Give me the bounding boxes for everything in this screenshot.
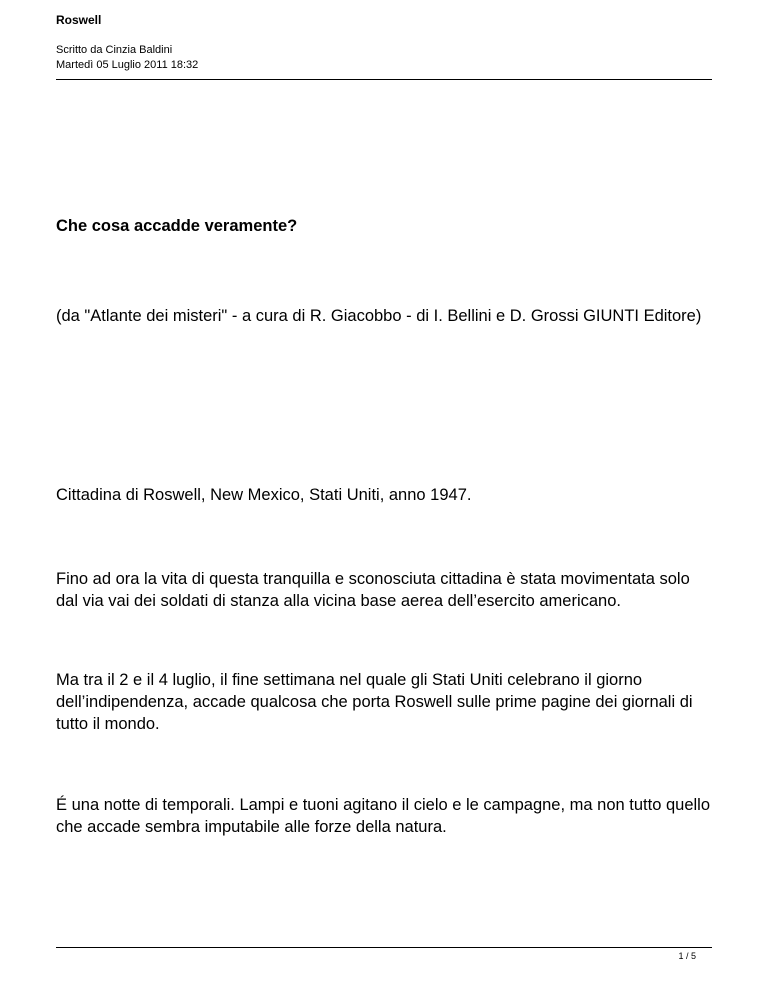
- date-line: Martedì 05 Luglio 2011 18:32: [56, 59, 199, 71]
- header-divider: [56, 79, 712, 80]
- document-title: Roswell: [56, 13, 102, 27]
- article-paragraph-source: (da "Atlante dei misteri" - a cura di R. Giacobbo - di I. Bellini e D. Grossi GIUNTI Editore): [56, 307, 702, 325]
- article-paragraph-2: Fino ad ora la vita di questa tranquilla e sconosciuta cittadina è stata movimentata solo dal via vai dei soldati di stanza alla vicina base aerea dell’esercito americano.: [56, 570, 690, 610]
- article-heading: Che cosa accadde veramente?: [56, 217, 298, 235]
- footer-divider: [56, 947, 712, 948]
- article-paragraph-3: Ma tra il 2 e il 4 luglio, il fine settimana nel quale gli Stati Uniti celebrano il giorno dell’indipendenza, accade qualcosa che porta Roswell sulle prime pagine dei giornali di tutto il mondo.: [56, 671, 693, 733]
- document-meta: [56, 43, 198, 73]
- page-number: 1 / 5: [678, 951, 696, 961]
- author-line: Scritto da Cinzia Baldini: [56, 44, 173, 56]
- article-paragraph-1: Cittadina di Roswell, New Mexico, Stati Uniti, anno 1947.: [56, 486, 472, 504]
- article-paragraph-4: É una notte di temporali. Lampi e tuoni agitano il cielo e le campagne, ma non tutto quello che accade sembra imputabile alle forze della natura.: [56, 796, 710, 836]
